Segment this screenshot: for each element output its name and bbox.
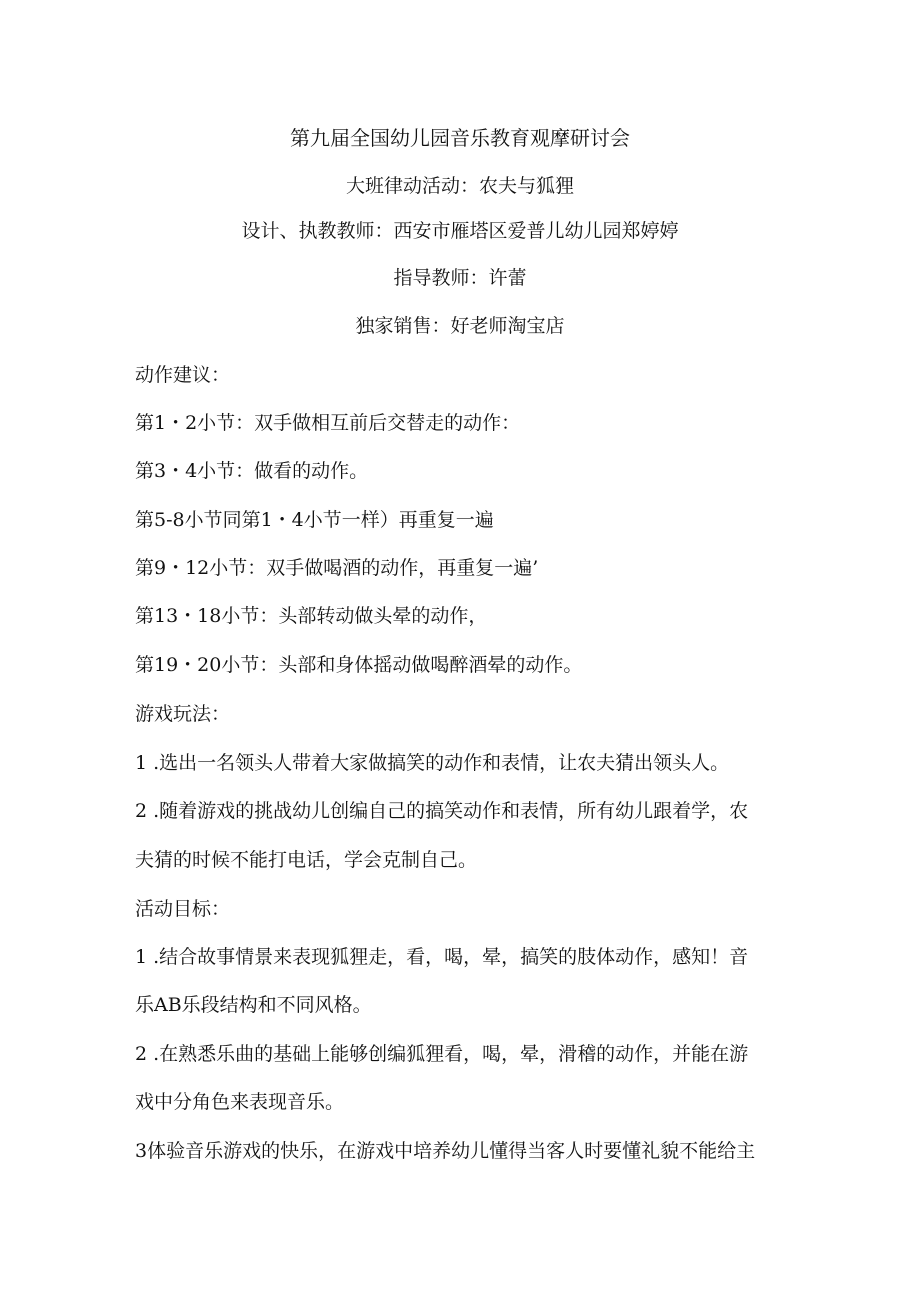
- movement-item: 第5-8小节同第1・4小节一样）再重复一遍: [135, 509, 494, 531]
- movement-item: 第9・12小节：双手做喝酒的动作，再重复一遍’: [135, 557, 539, 579]
- activity-name: 大班律动活动：农夫与狐狸: [345, 175, 574, 197]
- game-rule-1: 1 .选出一名领头人带着大家做搞笑的动作和表情，让农夫猜出领头人。: [135, 752, 730, 774]
- game-heading: 游戏玩法：: [135, 703, 231, 725]
- movement-item: 第13・18小节：头部转动做头晕的动作，: [135, 605, 488, 627]
- game-rule-2-line-1: 2 .随着游戏的挑战幼儿创编自己的搞笑动作和表情，所有幼儿跟着学，农: [135, 800, 749, 822]
- seller-line: 独家销售：好老师淘宝店: [355, 315, 565, 337]
- instructor-line: 指导教师：许蕾: [393, 267, 527, 289]
- movement-item: 第1・2小节：双手做相互前后交替走的动作：: [135, 412, 521, 434]
- movements-heading: 动作建议：: [135, 364, 231, 386]
- goal-2-line-2: 戏中分角色来表现音乐。: [135, 1091, 345, 1113]
- movement-item: 第19・20小节：头部和身体摇动做喝醉酒晕的动作。: [135, 654, 583, 676]
- document-title: 第九届全国幼儿园音乐教育观摩研讨会: [290, 126, 630, 150]
- goal-3-line-1: 3体验音乐游戏的快乐，在游戏中培养幼儿懂得当客人时要懂礼貌不能给主: [135, 1140, 756, 1162]
- movement-item: 第3・4小节：做看的动作。: [135, 460, 369, 482]
- goal-1-line-1: 1 .结合故事情景来表现狐狸走，看，喝，晕，搞笑的肢体动作，感知！音: [135, 946, 749, 968]
- goal-2-line-1: 2 .在熟悉乐曲的基础上能够创编狐狸看，喝，晕，滑稽的动作，并能在游: [135, 1043, 749, 1065]
- game-rule-2-line-2: 夫猜的时候不能打电话，学会克制自己。: [135, 849, 478, 871]
- goals-heading: 活动目标：: [135, 898, 231, 920]
- goal-1-line-2: 乐AB乐段结构和不同风格。: [135, 994, 372, 1016]
- designer-line: 设计、执教教师：西安市雁塔区爱普儿幼儿园郑婷婷: [241, 220, 679, 242]
